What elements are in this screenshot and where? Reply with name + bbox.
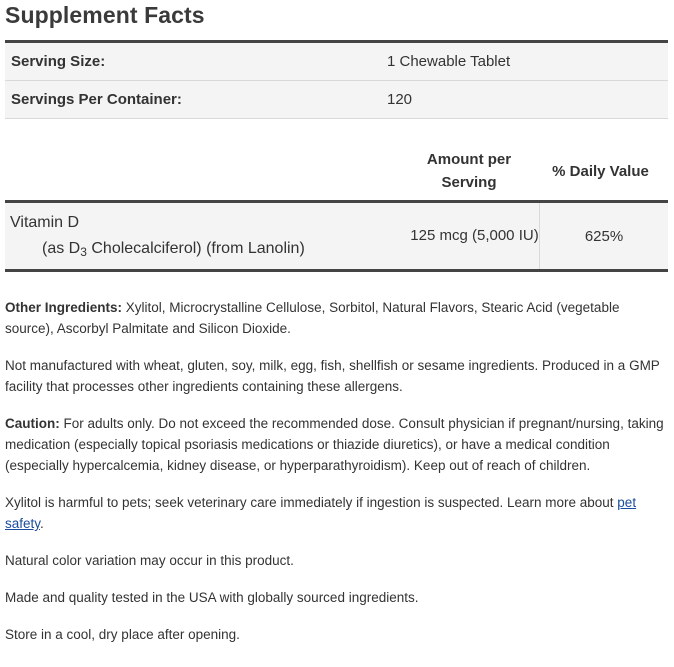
page-title: Supplement Facts [5,2,205,28]
amount-per-serving-header: Amount per Serving [426,151,512,191]
pet-safety-link[interactable]: pet safety [5,495,637,531]
nutrient-detail: (as $D_3$ Cholecalciferol) (from Lanolin) [42,240,305,259]
nutrient-name-header [5,142,405,200]
table-row [5,203,668,272]
storage-note: Store in a cool, dry place after opening. [5,627,240,642]
color-variation-note: Natural color variation may occur in this product. [5,553,294,568]
made-in-usa-note: Made and quality tested in the USA with globally sourced ingredients. [5,590,419,605]
nutrient-name-cell [5,203,410,269]
serving-size-label: Serving Size: [11,53,106,70]
serving-size-value: 1 Chewable Tablet [387,53,511,70]
serving-size-row [5,43,668,81]
nutrient-name: Vitamin D [10,214,80,231]
product-notes [5,297,669,661]
servings-per-container-row [5,81,668,119]
nutrient-table-header [5,142,668,203]
servings-per-container-label: Servings Per Container: [11,91,182,108]
caution-statement: Caution: For adults only. Do not exceed the recommended dose. Consult physician if pregnant/nursing, taking medication (especially topical psoriasis medications or thiazide diuretics), or have a medical condition (especially hypercalcemia, kidney disease, or hyperparathyroidism). Keep out of reach of children. [5,416,664,473]
allergen-statement: Not manufactured with wheat, gluten, soy, milk, egg, fish, shellfish or sesame ingredients. Produced in a GMP facility that processes other ingredients containing these allergens. [5,358,660,394]
daily-value-header: % Daily Value [552,162,649,180]
other-ingredients: Other Ingredients: Xylitol, Microcrystalline Cellulose, Sorbitol, Natural Flavors, Stearic Acid (vegetable source), Ascorbyl Palmitate and Silicon Dioxide. [5,300,620,336]
servings-per-container-value: 120 [387,91,413,108]
nutrient-daily-value: 625% [584,227,624,245]
nutrient-amount: 125 mcg (5,000 IU) [410,203,540,269]
pet-warning: Xylitol is harmful to pets; seek veterinary care immediately if ingestion is suspected. Learn more about pet safety. [5,495,637,531]
serving-table [5,40,668,119]
